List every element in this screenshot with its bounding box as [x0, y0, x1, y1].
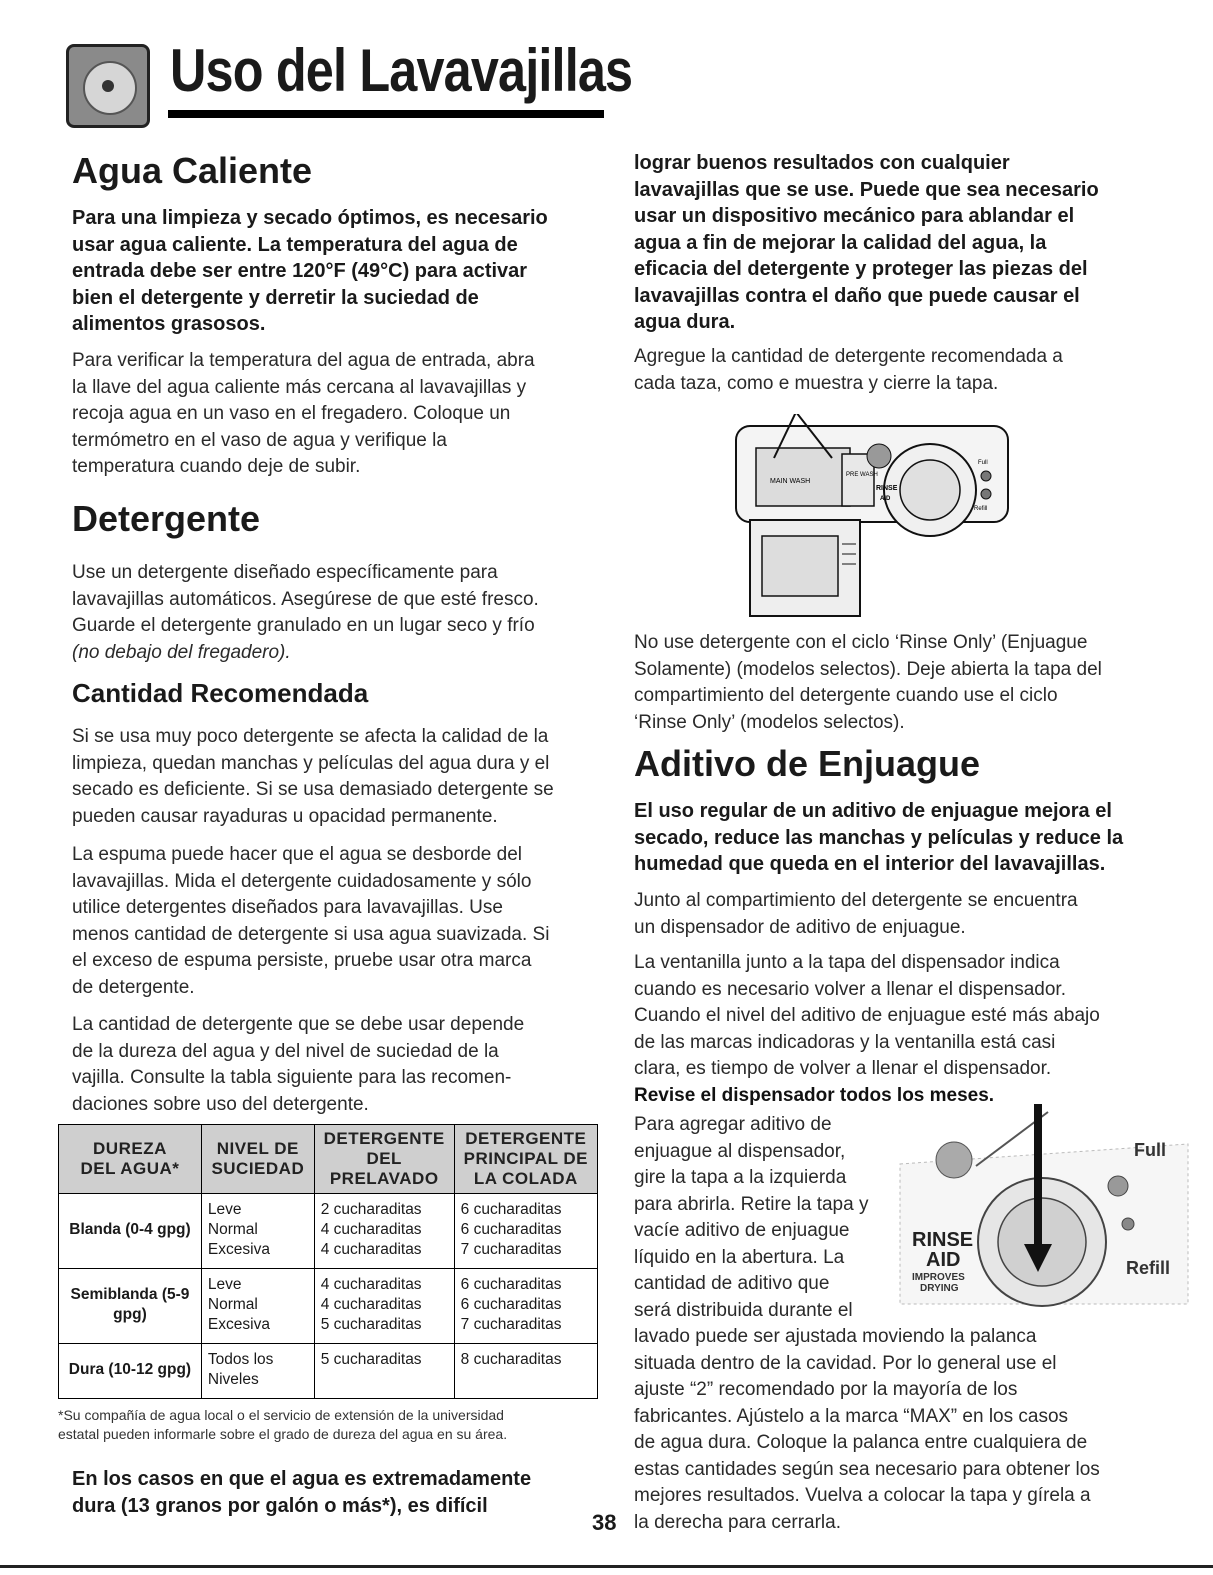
- detergente-body: Use un detergente diseñado específicamente para lavavajillas automáticos. Asegúrese de que esté fresco. Guarde el detergente granulado en un lugar seco y frío (no debajo del fregadero).: [72, 562, 539, 663]
- heading-cantidad-recomendada: Cantidad Recomendada: [72, 678, 369, 708]
- header-prelavado: DETERGENTE DEL PRELAVADO: [314, 1125, 454, 1194]
- rinse-only-note: No use detergente con el ciclo ‘Rinse Only’ (Enjuague Solamente) (modelos selectos). Deje abierta la tapa del compartimiento del detergente cuando use el ciclo ‘Rinse Only’ (modelos selectos).: [634, 632, 1102, 733]
- aditivo-lead: El uso regular de un aditivo de enjuague mejora el secado, reduce las manchas y películas y reduce la humedad que queda en el interior del lavavajillas.: [634, 800, 1124, 875]
- heading-detergente: Detergente: [72, 498, 261, 539]
- header-principal: DETERGENTE PRINCIPAL DE LA COLADA: [454, 1125, 597, 1194]
- dial-label-aid: AID: [926, 1249, 961, 1271]
- heading-agua-caliente: Agua Caliente: [72, 150, 313, 191]
- cantidad-p2: La espuma puede hacer que el agua se desborde del lavavajillas. Mida el detergente cuidadosamente y sólo utilice detergentes diseñados para lavavajillas. Use menos cantidad de detergente si usa agua suavizada. Si el exceso de espuma persiste, pruebe usar otra marca de detergente.: [72, 844, 550, 998]
- rinse-aid-dispenser-diagram: [888, 1104, 1192, 1318]
- aditivo-p1: Junto al compartimiento del detergente se encuentra un dispensador de aditivo de enjuague.: [634, 890, 1078, 938]
- dial-label-refill: Refill: [1126, 1258, 1171, 1278]
- agua-caliente-lead: Para una limpieza y secado óptimos, es necesario usar agua caliente. La temperatura del agua de entrada debe ser entre 120°F (49°C) para activar bien el detergente y derretir la suciedad de alimentos grasosos.: [72, 207, 548, 335]
- detergent-dispenser-diagram: [734, 414, 1012, 626]
- page-title: Uso del Lavavajillas: [170, 37, 633, 104]
- page-number: 38: [592, 1510, 617, 1535]
- table-row: Dura (10-12 gpg) Todos los Niveles 5 cucharaditas 8 cucharaditas: [59, 1344, 598, 1399]
- detergent-table: [58, 1124, 598, 1399]
- table-row: Semiblanda (5-9 gpg) Leve Normal Excesiva 4 cucharaditas 4 cucharaditas 5 cucharaditas 6 cucharaditas 6 cucharaditas 7 cucharaditas: [59, 1269, 598, 1344]
- add-detergent-body: Agregue la cantidad de detergente recomendada a cada taza, como e muestra y cierre la tapa.: [634, 346, 1063, 394]
- title-underline: [168, 110, 604, 118]
- heading-aditivo-de-enjuague: Aditivo de Enjuague: [634, 743, 981, 784]
- table-footnote: *Su compañía de agua local o el servicio de extensión de la universidad estatal pueden informarle sobre el grado de dureza del agua en su área.: [58, 1407, 508, 1442]
- label-aid: AID: [880, 496, 891, 502]
- label-refill: Refill: [974, 506, 988, 512]
- aditivo-p3-wrap: Para agregar aditivo de enjuague al dispensador, gire la tapa a la izquierda para abrirla. Retire la tapa y vacíe aditivo de enjuague líquido en la abertura. La cantidad de aditivo que será distribuida durante el: [634, 1114, 869, 1321]
- label-rinse: RINSE: [876, 485, 898, 492]
- closing-lead: En los casos en que el agua es extremadamente dura (13 granos por galón o más*), es difícil: [72, 1468, 532, 1517]
- dishwasher-dial-icon: [66, 44, 150, 128]
- cantidad-p1: Si se usa muy poco detergente se afecta la calidad de la limpieza, quedan manchas y películas del agua dura y el secado es deficiente. Si se usa demasiado detergente se pueden causar rayaduras u opacidad permanente.: [72, 726, 554, 827]
- label-pre-wash: PRE WASH: [846, 472, 878, 478]
- label-main-wash: MAIN WASH: [770, 478, 811, 485]
- aditivo-p3-full: lavado puede ser ajustada moviendo la palanca situada dentro de la cavidad. Por lo general use el ajuste “2” recomendado por la mayoría de los fabricantes. Ajústelo a la marca “MAX” en los casos de agua dura. Coloque la palanca entre cualquiera de estas cantidades según sea necesario para obtener los mejores resultados. Vuelva a colocar la tapa y gírela a la derecha para cerrarla.: [634, 1326, 1100, 1533]
- dial-label-drying: DRYING: [920, 1283, 959, 1294]
- dial-label-full: Full: [1134, 1140, 1166, 1160]
- dial-label-rinse: RINSE: [912, 1229, 974, 1251]
- cantidad-p3: La cantidad de detergente que se debe usar depende de la dureza del agua y del nivel de suciedad de la vajilla. Consulte la tabla siguiente para las recomen- daciones sobre uso del detergente.: [72, 1014, 525, 1115]
- header-nivel: NIVEL DE SUCIEDAD: [201, 1125, 314, 1194]
- aditivo-p2: La ventanilla junto a la tapa del dispensador indica cuando es necesario volver a llenar el dispensador. Cuando el nivel del aditivo de enjuague esté más abajo de las marcas indicadoras y la ventanilla está casi clara, es tiempo de volver a llenar el dispensador. Revise el dispensador todos los meses.: [634, 952, 1100, 1106]
- dial-label-improves: IMPROVES: [912, 1272, 965, 1283]
- bottom-rule: [0, 1565, 1213, 1568]
- label-full: Full: [978, 460, 988, 466]
- header-dureza: DUREZA DEL AGUA*: [59, 1125, 202, 1194]
- soft-water-lead: lograr buenos resultados con cualquier lavavajillas que se use. Puede que sea necesario usar un dispositivo mecánico para ablandar el agua a fin de mejorar la calidad del agua, la eficacia del detergente y proteger las piezas del lavavajillas contra el daño que puede causar el agua dura.: [634, 152, 1099, 333]
- agua-caliente-body: Para verificar la temperatura del agua de entrada, abra la llave del agua caliente más cercana al lavavajillas y recoja agua en un vaso en el fregadero. Coloque un termómetro en el vaso de agua y verifique la temperatura cuando deje de subir.: [72, 350, 535, 477]
- table-row: Blanda (0-4 gpg) Leve Normal Excesiva 2 cucharaditas 4 cucharaditas 4 cucharaditas 6 cucharaditas 6 cucharaditas 7 cucharaditas: [59, 1194, 598, 1269]
